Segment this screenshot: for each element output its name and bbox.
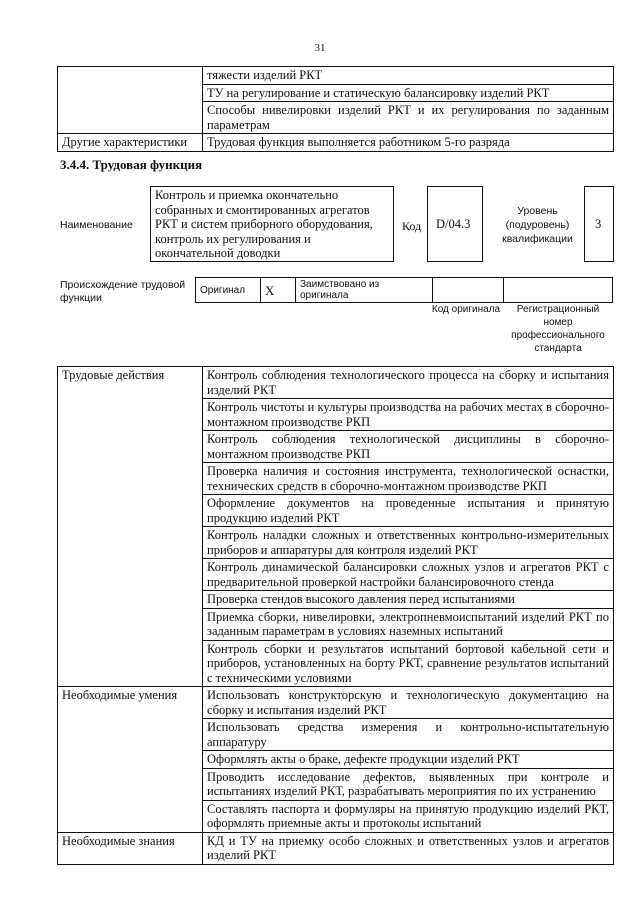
empty-cell (58, 67, 203, 134)
original-mark: X (261, 278, 296, 303)
row-label: Необходимые умения (58, 687, 203, 833)
original-label: Оригинал (196, 278, 261, 303)
table-cell: Проверка наличия и состояния инструмента, технологической оснастки, технических средств в сборочно-монтажном производстве РКП (203, 463, 614, 495)
table-cell: Оформлять акты о браке, дефекте продукции изделий РКТ (203, 751, 614, 769)
borrowed-label: Заимствовано из оригинала (296, 278, 433, 303)
table-cell: Использовать конструкторскую и технологическую документацию на сборку и испытания изделий РКТ (203, 687, 614, 719)
table-cell: Контроль наладки сложных и ответственных контрольно-измерительных приборов и аппаратуры для контроля изделий РКТ (203, 527, 614, 559)
table-cell: Проверка стендов высокого давления перед испытаниями (203, 591, 614, 609)
page-number: 31 (314, 42, 326, 54)
origin-code-cell (433, 278, 504, 303)
level-value: 3 (584, 186, 614, 262)
code-value: D/04.3 (427, 186, 483, 262)
table-cell: Контроль динамической балансировки сложных узлов и агрегатов РКТ с предварительной проверкой настройки балансировочного стенда (203, 559, 614, 591)
table-cell: КД и ТУ на приемку особо сложных и ответственных узлов и агрегатов изделий РКТ (203, 832, 614, 864)
reg-caption: Регистрационный номер профессионального стандарта (511, 304, 605, 354)
table-cell: Контроль сборки и результатов испытаний бортовой кабельной сети и приборов, установленных на борту РКТ, сравнение результатов испытаний с техническими условиями (203, 640, 614, 687)
table-row (58, 832, 614, 864)
table-cell: Контроль соблюдения технологической дисциплины в сборочно-монтажном производстве РКП (203, 431, 614, 463)
row-label: Другие характеристики (58, 134, 203, 152)
table-cell: Контроль чистоты и культуры производства на рабочих местах в сборочно-монтажном производстве РКП (203, 399, 614, 431)
code-caption: Код оригинала (431, 304, 501, 315)
table-row (58, 687, 614, 719)
origin-label: Происхождение трудовой функции (60, 279, 186, 304)
row-label: Необходимые знания (58, 832, 203, 864)
function-details-table (57, 366, 614, 865)
name-label: Наименование (60, 219, 133, 231)
name-value: Контроль и приемка окончательно собранных и смонтированных агрегатов РКТ и систем приборного оборудования, контроль их регулирования и окончательной доводки (150, 186, 394, 262)
table-cell: Составлять паспорта и формуляры на принятую продукцию изделий РКТ, оформлять приемные акты и протоколы испытаний (203, 800, 614, 832)
table-cell: Проводить исследование дефектов, выявленных при контроле и испытаниях изделий РКТ, разрабатывать мероприятия по их устранению (203, 768, 614, 800)
code-label: Код (402, 219, 422, 233)
section-title: 3.4.4. Трудовая функция (60, 157, 203, 172)
row-label: Трудовые действия (58, 367, 203, 687)
table-cell: Контроль соблюдения технологического процесса на сборку и испытания изделий РКТ (203, 367, 614, 399)
table-cell: Трудовая функция выполняется работником 5-го разряда (203, 134, 614, 152)
table-cell: ТУ на регулирование и статическую балансировку изделий РКТ (203, 84, 614, 102)
table-row (58, 367, 614, 399)
origin-table (195, 277, 613, 303)
table-cell: Приемка сборки, нивелировки, электропневмоиспытаний изделий РКТ по заданным параметрам в условиях наземных испытаний (203, 608, 614, 640)
table-cell: Способы нивелировки изделий РКТ и их регулирования по заданным параметрам (203, 102, 614, 134)
level-label: Уровень (подуровень) квалификации (502, 205, 573, 245)
continuation-table (57, 66, 614, 152)
table-cell: тяжести изделий РКТ (203, 67, 614, 85)
origin-reg-cell (504, 278, 613, 303)
table-cell: Использовать средства измерения и контрольно-испытательную аппаратуру (203, 719, 614, 751)
table-cell: Оформление документов на проведенные испытания и принятую продукцию изделий РКТ (203, 495, 614, 527)
